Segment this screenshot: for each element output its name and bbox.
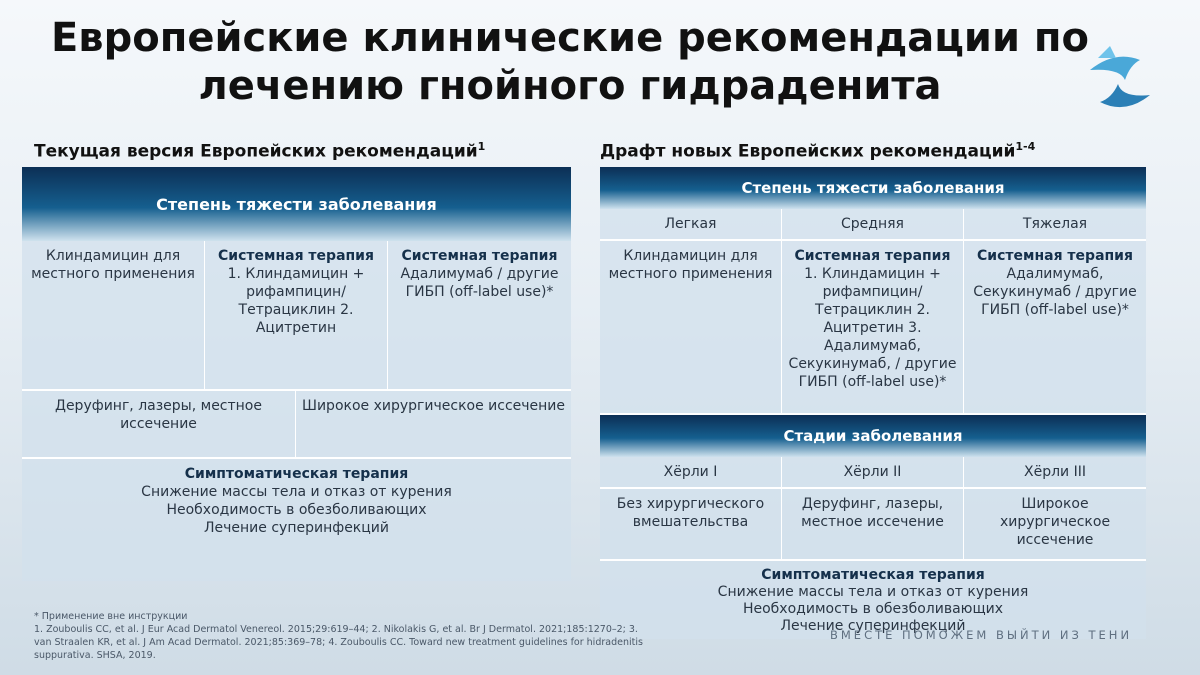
right-severity-header: Степень тяжести заболевания (600, 167, 1146, 209)
right-severe-cell: Системная терапия Адалимумаб, Секукинумаб / другие ГИБП (off-label use)* (964, 241, 1146, 413)
right-heading: Драфт новых Европейских рекомендаций$^{1-4}$ (600, 140, 1036, 162)
footnotes (34, 610, 654, 662)
left-heading: Текущая версия Европейских рекомендаций$^1$ (34, 140, 486, 162)
title-line-1: Европейские клинические рекомендации по (50, 15, 1090, 61)
left-severity-header: Степень тяжести заболевания (22, 167, 571, 241)
severity-mild: Легкая (600, 209, 782, 239)
right-surgery-wide: Широкое хирургическое иссечение (964, 489, 1146, 559)
right-surgery-local: Деруфинг, лазеры, местное иссечение (782, 489, 964, 559)
right-table (600, 167, 1146, 639)
right-surgery-none: Без хирургического вмешательства (600, 489, 782, 559)
left-mild-cell: Клиндамицин для местного применения (22, 241, 205, 389)
dolphin-logo-icon (1080, 40, 1160, 120)
left-surgery-local: Деруфинг, лазеры, местное иссечение (22, 391, 296, 457)
left-table (22, 167, 571, 581)
right-mild-cell: Клиндамицин для местного применения (600, 241, 782, 413)
slogan: ВМЕСТЕ ПОМОЖЕМ ВЫЙТИ ИЗ ТЕНИ (830, 628, 1133, 642)
severity-moderate: Средняя (782, 209, 964, 239)
stage-hurley-2: Хёрли II (782, 457, 964, 487)
left-symptomatic-cell: Симптоматическая терапия Снижение массы тела и отказ от курения Необходимость в обезболивающих Лечение суперинфекций (22, 459, 571, 581)
right-stages-header: Стадии заболевания (600, 415, 1146, 457)
right-surgery-row (600, 489, 1146, 561)
left-moderate-cell: Системная терапия 1. Клиндамицин + рифампицин/ Тетрациклин 2. Ацитретин (205, 241, 388, 389)
left-therapy-row (22, 241, 571, 391)
right-stages-row (600, 457, 1146, 489)
left-surgery-wide: Широкое хирургическое иссечение (296, 391, 571, 457)
right-moderate-cell: Системная терапия 1. Клиндамицин + рифампицин/ Тетрациклин 2. Ацитретин 3. Адалимумаб, Секукинумаб, / другие ГИБП (off-label use)* (782, 241, 964, 413)
page-title (0, 14, 1140, 110)
footnote-references: 1. Zouboulis CC, et al. J Eur Acad Dermatol Venereol. 2015;29:619–44; 2. Nikolakis G, et al. Br J Dermatol. 2021;185:1270–2; 3. van Straalen KR, et al. J Am Acad Dermatol. 2021;85:369–78; 4. Zouboulis CC. Toward new treatment guidelines for hidradenitis suppurativa. SHSA, 2019. (34, 624, 643, 661)
right-severity-row (600, 209, 1146, 241)
stage-hurley-3: Хёрли III (964, 457, 1146, 487)
left-surgery-row (22, 391, 571, 459)
right-therapy-row (600, 241, 1146, 415)
stage-hurley-1: Хёрли I (600, 457, 782, 487)
left-severe-cell: Системная терапия Адалимумаб / другие ГИБП (off-label use)* (388, 241, 571, 389)
right-symptomatic-cell: Симптоматическая терапия Снижение массы тела и отказ от курения Необходимость в обезболивающих Лечение суперинфекций (600, 561, 1146, 639)
title-line-2: лечению гнойного гидраденита (198, 63, 942, 109)
severity-severe: Тяжелая (964, 209, 1146, 239)
footnote-offlabel: * Применение вне инструкции (34, 611, 188, 622)
